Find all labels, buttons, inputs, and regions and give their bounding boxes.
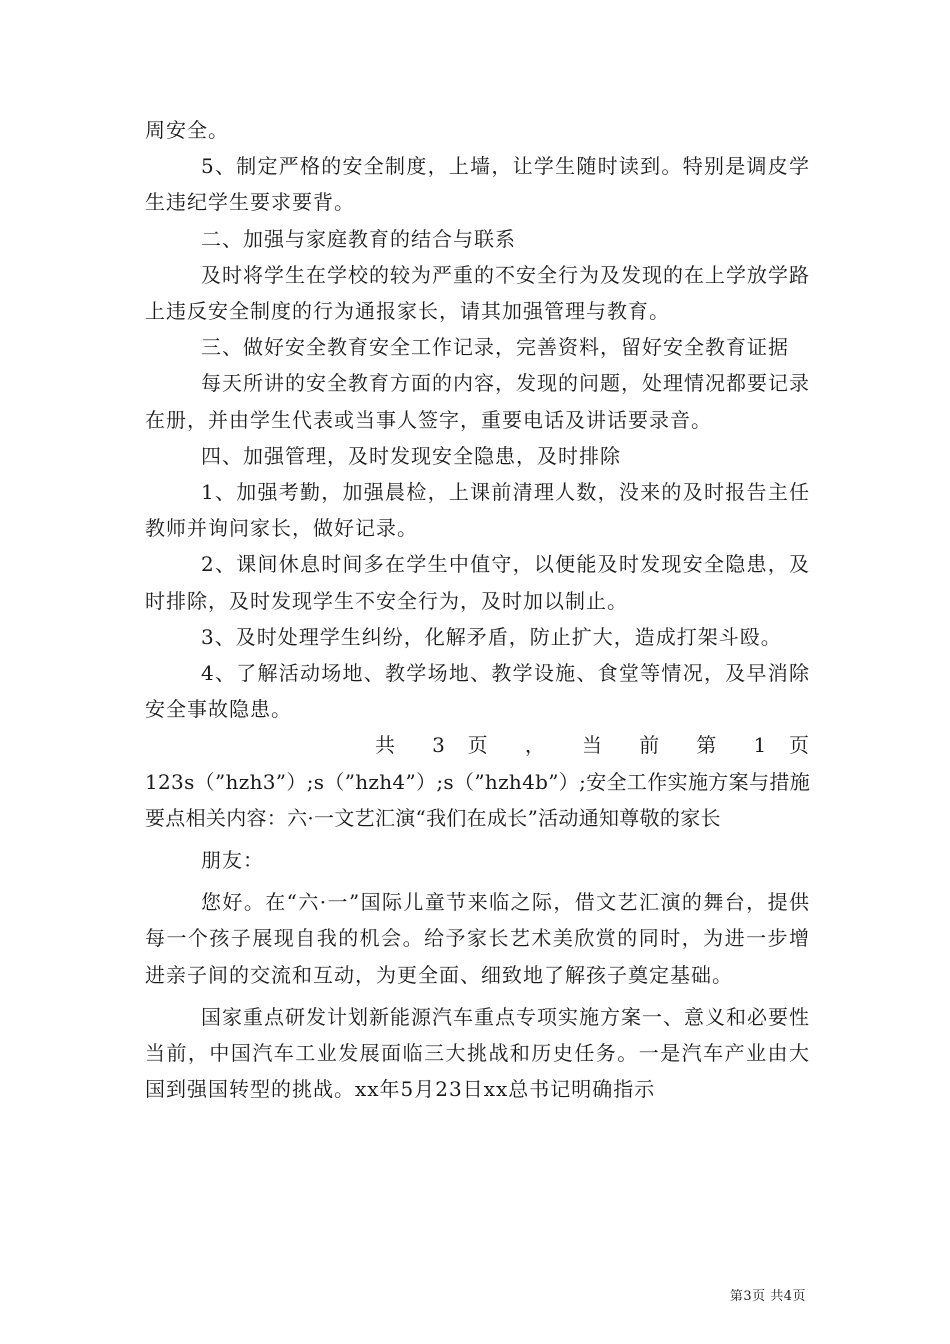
section-heading: 三、做好安全教育安全工作记录，完善资料，留好安全教育证据 bbox=[201, 335, 789, 360]
paragraph: 及时将学生在学校的较为严重的不安全行为及发现的在上学放学路上违反安全制度的行为通报家长，请其加强管理与教育。 bbox=[145, 262, 810, 324]
paragraph: 朋友： bbox=[201, 848, 264, 873]
paragraph: 您好。在“六·一”国际儿童节来临之际，借文艺汇演的舞台，提供每一个孩子展现自我的机会。给予家长艺术美欣赏的同时，为进一步增进亲子间的交流和互动，为更全面、细致地了解孩子奠定基础。 bbox=[145, 890, 810, 987]
paragraph: 国家重点研发计划新能源汽车重点专项实施方案一、意义和必要性当前，中国汽车工业发展面临三大挑战和历史任务。一是汽车产业由大国到强国转型的挑战。xx年5月23日xx总书记明确指示 bbox=[145, 1004, 810, 1102]
page-count-line: 共 3 页 ， 当 前 第 1 页 bbox=[375, 733, 810, 758]
paragraph: 5、制定严格的安全制度，上墙，让学生随时读到。特别是调皮学生违纪学生要求要背。 bbox=[145, 154, 810, 215]
paragraph: 3、及时处理学生纠纷，化解矛盾，防止扩大，造成打架斗殴。 bbox=[201, 624, 782, 649]
section-heading: 四、加强管理，及时发现安全隐患，及时排除 bbox=[201, 443, 621, 468]
page-footer: 第3页 共4页 bbox=[729, 1289, 806, 1304]
paragraph: 周安全。 bbox=[145, 118, 229, 142]
paragraph: 4、了解活动场地、教学场地、教学设施、食堂等情况，及早消除安全事故隐患。 bbox=[145, 661, 810, 722]
paragraph: 1、加强考勤，加强晨检，上课前清理人数，没来的及时报告主任教师并询问家长，做好记录。 bbox=[145, 480, 810, 541]
paragraph: 2、课间休息时间多在学生中值守，以便能及时发现安全隐患，及时排除，及时发现学生不安全行为，及时加以制止。 bbox=[145, 552, 810, 613]
section-heading: 二、加强与家庭教育的结合与联系 bbox=[201, 226, 516, 251]
paragraph: 每天所讲的安全教育方面的内容，发现的问题，处理情况都要记录在册，并由学生代表或当事人签字，重要电话及讲话要录音。 bbox=[145, 371, 810, 432]
document-body bbox=[145, 112, 810, 1107]
code-paragraph: 123s（”hzh3”）;s（”hzh4”）;s（”hzh4b”）;安全工作实施方案与措施要点相关内容：六·一文艺汇演“我们在成长”活动通知尊敬的家长 bbox=[145, 769, 810, 830]
